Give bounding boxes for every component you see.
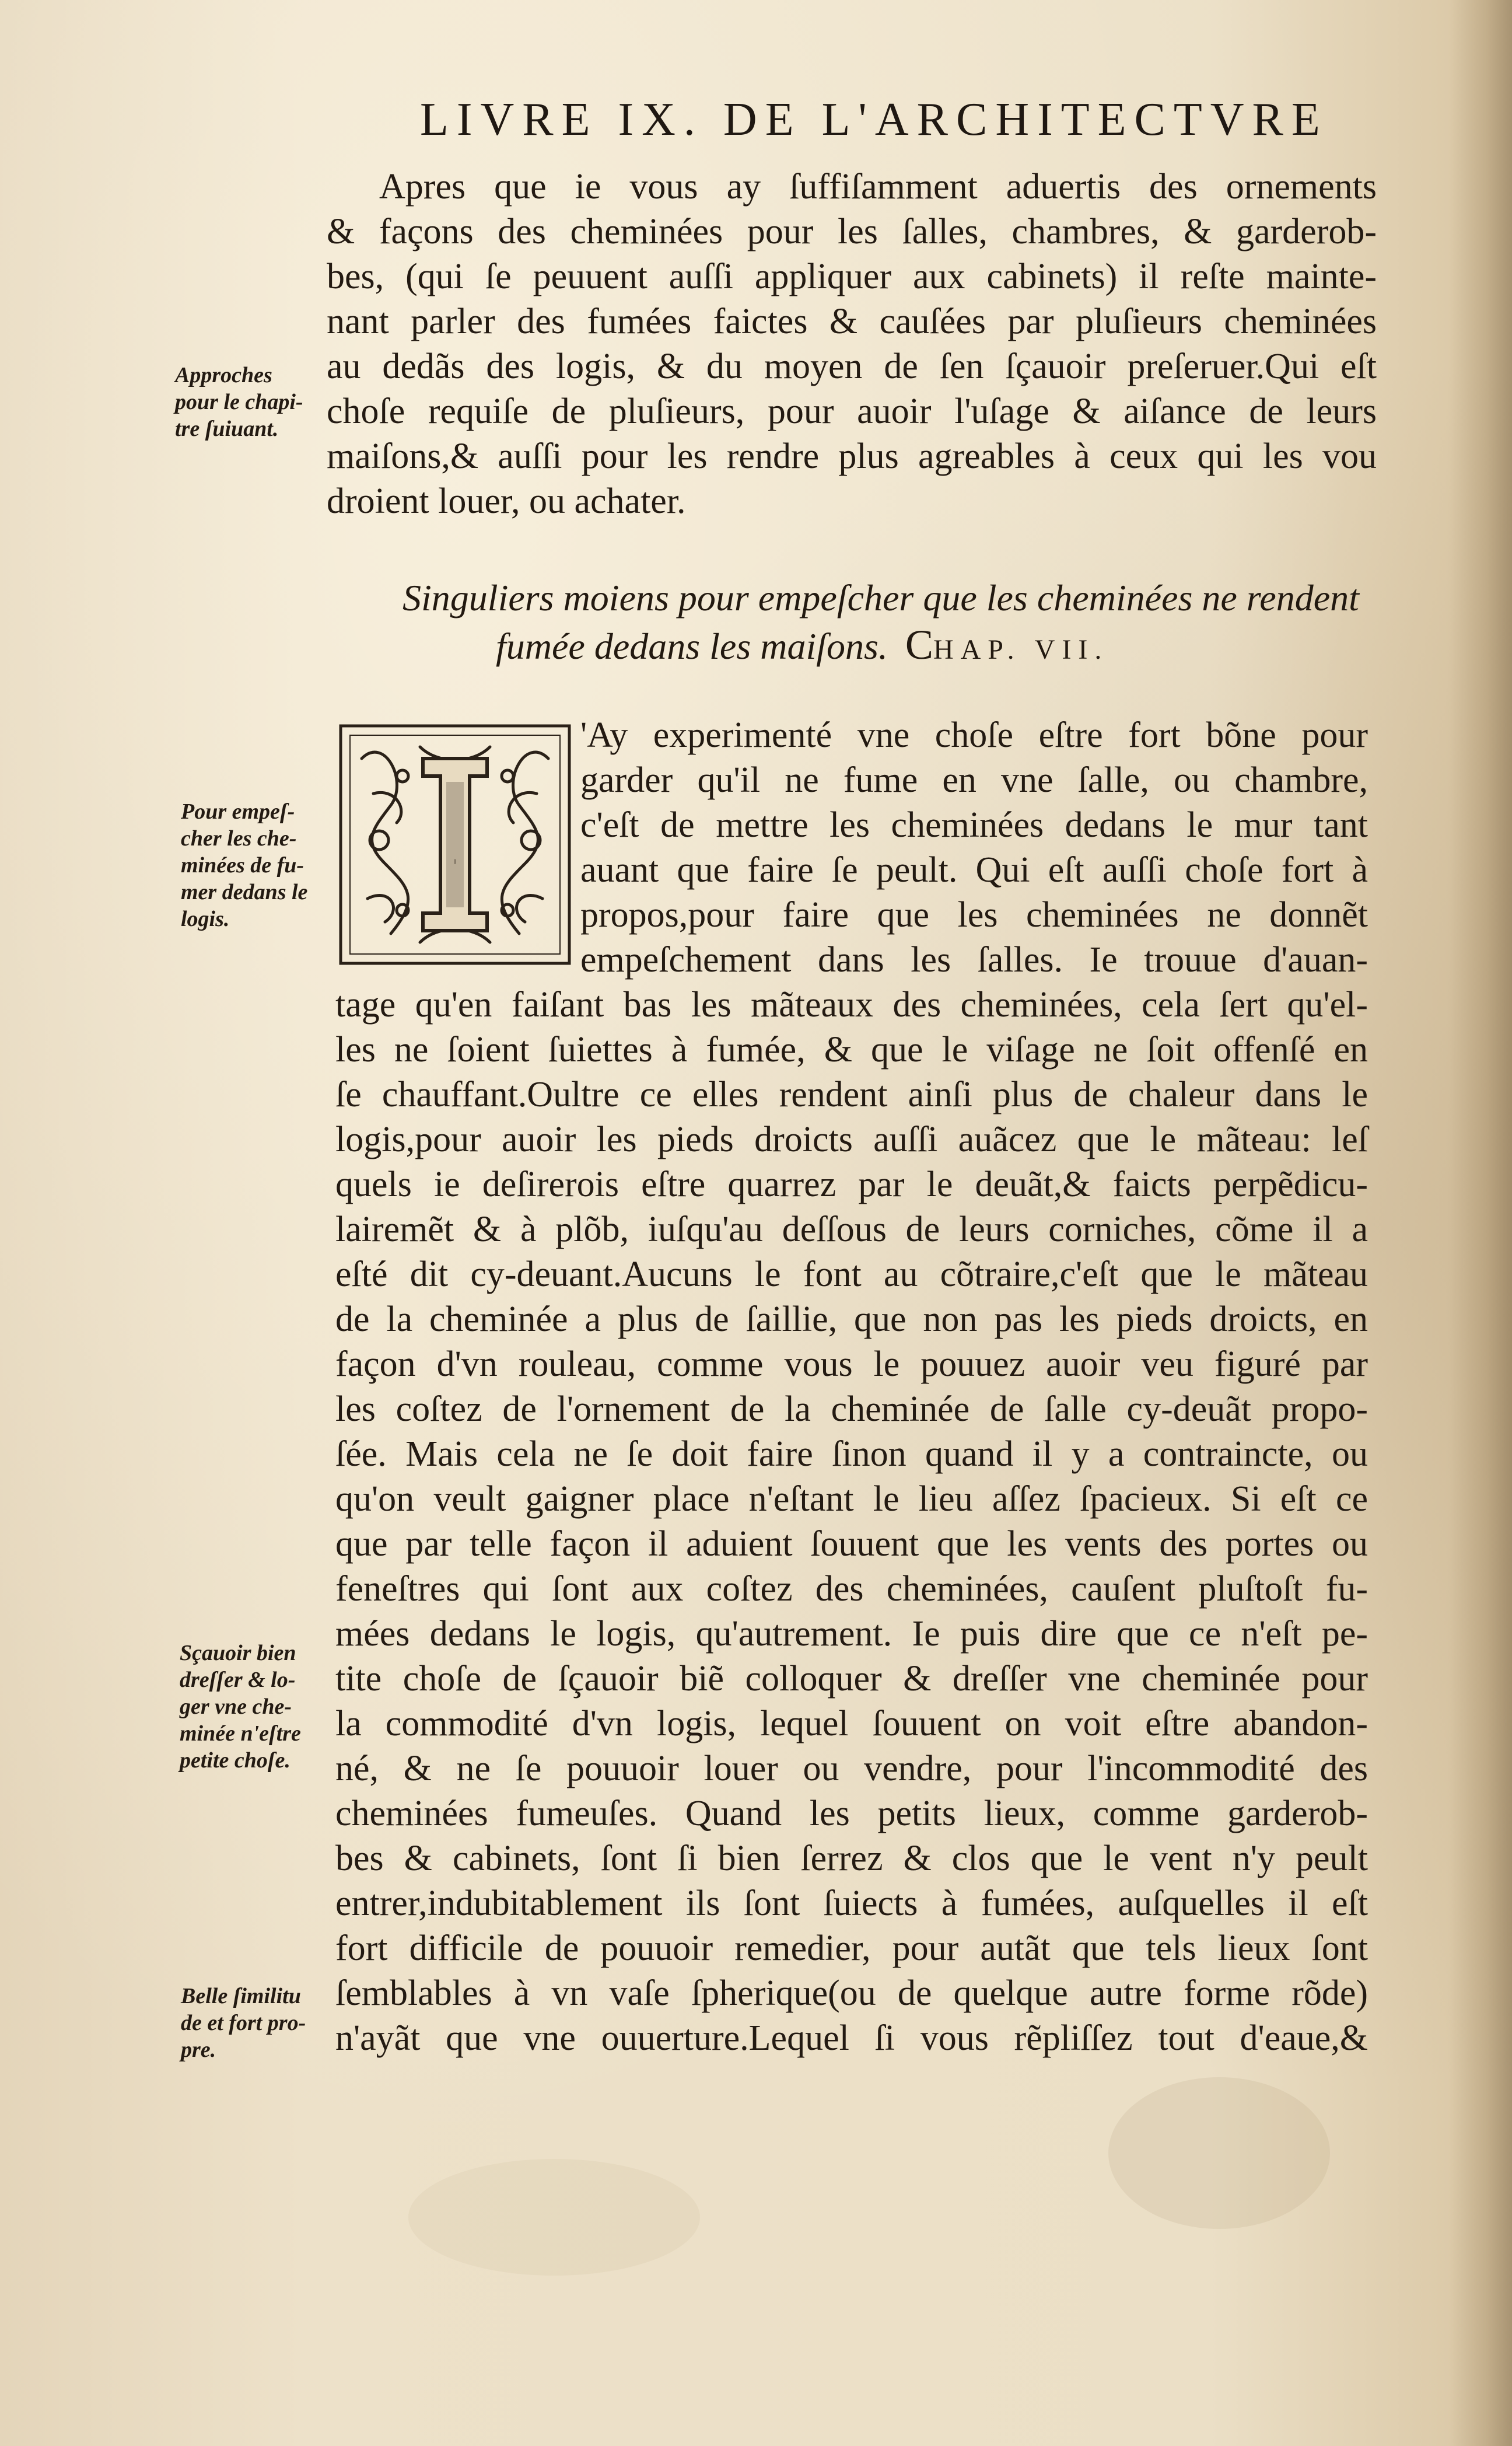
text-line: c'eſt de mettre les cheminées dedans le mur tant	[580, 805, 1368, 845]
text-line: ſée. Mais cela ne ſe doit faire ſinon quand il y a contraincte, ou	[335, 1434, 1368, 1474]
text-line: entrer,indubitablement ils ſont ſuiects à fumées, auſquelles il eſt	[335, 1884, 1368, 1923]
text-line: lairemẽt & à plõb, iuſqu'au deſſous de leurs corniches, cõme il a	[335, 1210, 1368, 1249]
text-line: au dedãs des logis, & du moyen de ſen ſçauoir preſeruer.Qui eſt	[327, 347, 1377, 386]
margin-note-approches	[175, 362, 303, 442]
text-line: nant parler des fumées faictes & cauſées par pluſieurs cheminées	[327, 302, 1377, 341]
chapter-heading	[402, 575, 1359, 673]
margin-note-empescher	[181, 798, 307, 932]
chapter-number	[905, 621, 1109, 668]
margin-note-line: Belle ſimilitu	[181, 1984, 301, 2008]
text-line: les ne ſoient ſuiettes à fumée, & que le viſage ne ſoit offenſé en	[335, 1030, 1368, 1070]
margin-note-line: cher les che-	[181, 826, 297, 851]
intro-paragraph	[327, 165, 1377, 524]
margin-note-line: logis.	[181, 907, 230, 931]
text-line: feneſtres qui ſont aux coſtez des cheminées, cauſent pluſtoſt fu-	[335, 1569, 1368, 1609]
text-line: choſe requiſe de pluſieurs, pour auoir l'uſage & aiſance de leurs	[327, 392, 1377, 431]
running-head: LIVRE IX. DE L'ARCHITECTVRE	[420, 94, 1328, 145]
chapter-number-text: HAP. VII.	[933, 634, 1109, 665]
margin-note-line: dreſſer & lo-	[180, 1668, 296, 1692]
margin-note-line: de et fort pro-	[181, 2011, 306, 2035]
text-line: & façons des cheminées pour les ſalles, chambres, & garderob-	[327, 212, 1377, 251]
paper-stain	[408, 2159, 700, 2276]
margin-note-line: Approches	[175, 363, 272, 387]
text-line: bes, (qui ſe peuuent auſſi appliquer aux cabinets) il reſte mainte-	[327, 257, 1377, 296]
text-line: ſemblables à vn vaſe ſpherique(ou de quelque autre forme rõde)	[335, 1973, 1368, 2013]
margin-note-line: tre ſuiuant.	[175, 417, 279, 441]
chapter-heading-line: Singuliers moiens pour empeſcher que les cheminées ne rendent	[402, 577, 1359, 619]
gutter-shadow	[1448, 0, 1512, 2446]
text-line: fort difficile de pouuoir remedier, pour autãt que tels lieux ſont	[335, 1928, 1368, 1968]
chapter-paragraph	[335, 713, 1368, 2061]
text-line: cheminées fumeuſes. Quand les petits lieux, comme garderob-	[335, 1794, 1368, 1833]
text-line: la commodité d'vn logis, lequel ſouuent on voit eſtre abandon-	[335, 1704, 1368, 1743]
text-line: ſe chauffant.Oultre ce elles rendent ainſi plus de chaleur dans le	[335, 1075, 1368, 1114]
margin-note-line: mer dedans le	[181, 880, 308, 904]
margin-note-line: minées de fu-	[181, 853, 304, 878]
text-line: eſté dit cy-deuant.Aucuns le font au cõtraire,c'eſt que le mãteau	[335, 1255, 1368, 1294]
text-line: garder qu'il ne fume en vne ſalle, ou chambre,	[580, 760, 1368, 800]
margin-note-line: ger vne che-	[180, 1694, 292, 1719]
text-line: né, & ne ſe pouuoir louer ou vendre, pour l'incommodité des	[335, 1749, 1368, 1788]
text-line: mées dedans le logis, qu'autrement. Ie puis dire que ce n'eſt pe-	[335, 1614, 1368, 1654]
text-line: 'Ay experimenté vne choſe eſtre fort bõne pour	[580, 715, 1368, 755]
text-line: tage qu'en faiſant bas les mãteaux des cheminées, cela ſert qu'el-	[335, 985, 1368, 1025]
text-line: tite choſe de ſçauoir biẽ colloquer & dreſſer vne cheminée pour	[335, 1659, 1368, 1699]
chapter-heading-line-2: fumée dedans les maiſons.	[496, 626, 888, 667]
initial-letter: I	[454, 859, 456, 865]
text-line: de la cheminée a plus de ſaillie, que non pas les pieds droicts, en	[335, 1299, 1368, 1339]
text-line: Apres que ie vous ay ſuffiſamment aduertis des ornements	[379, 167, 1377, 207]
text-line: n'ayãt que vne ouuerture.Lequel ſi vous rẽpliſſez tout d'eaue,&	[335, 2018, 1368, 2058]
chapter-number-initial: C	[905, 621, 933, 668]
text-line: propos,pour faire que les cheminées ne donnẽt	[580, 895, 1368, 935]
text-line: empeſchement dans les ſalles. Ie trouue d'auan-	[580, 940, 1368, 980]
text-line: façon d'vn rouleau, comme vous le pouuez auoir veu figuré par	[335, 1344, 1368, 1384]
text-line: maiſons,& auſſi pour les rendre plus agreables à ceux qui les vou	[327, 436, 1377, 476]
margin-note-line: petite choſe.	[180, 1748, 290, 1773]
margin-note-line: Pour empeſ-	[181, 799, 295, 824]
text-line: auant que faire ſe peult. Qui eſt auſſi choſe fort à	[580, 850, 1368, 890]
margin-note-line: minée n'eſtre	[180, 1721, 301, 1746]
text-line: les coſtez de l'ornement de la cheminée de ſalle cy-deuãt propo-	[335, 1389, 1368, 1429]
text-line: bes & cabinets, ſont ſi bien ſerrez & clos que le vent n'y peult	[335, 1839, 1368, 1878]
text-line: que par telle façon il aduient ſouuent que les vents des portes ou	[335, 1524, 1368, 1564]
margin-note-line: Sçauoir bien	[180, 1641, 296, 1665]
text-line: quels ie deſirerois eſtre quarrez par le deuãt,& faicts perpẽdicu-	[335, 1165, 1368, 1204]
chapter-heading-line	[402, 621, 1336, 673]
margin-note-line: pour le chapi-	[175, 390, 303, 414]
paper-stain	[1108, 2077, 1330, 2229]
margin-note-similitude	[181, 1983, 306, 2063]
text-line: qu'on veult gaigner place n'eſtant le lieu aſſez ſpacieux. Si eſt ce	[335, 1479, 1368, 1519]
text-line: droient louer, ou achater.	[327, 481, 686, 521]
margin-note-line: pre.	[181, 2038, 216, 2062]
margin-note-scauoir	[180, 1640, 301, 1774]
text-line: logis,pour auoir les pieds droicts auſſi auãcez que le mãteau: leſ	[335, 1120, 1368, 1159]
